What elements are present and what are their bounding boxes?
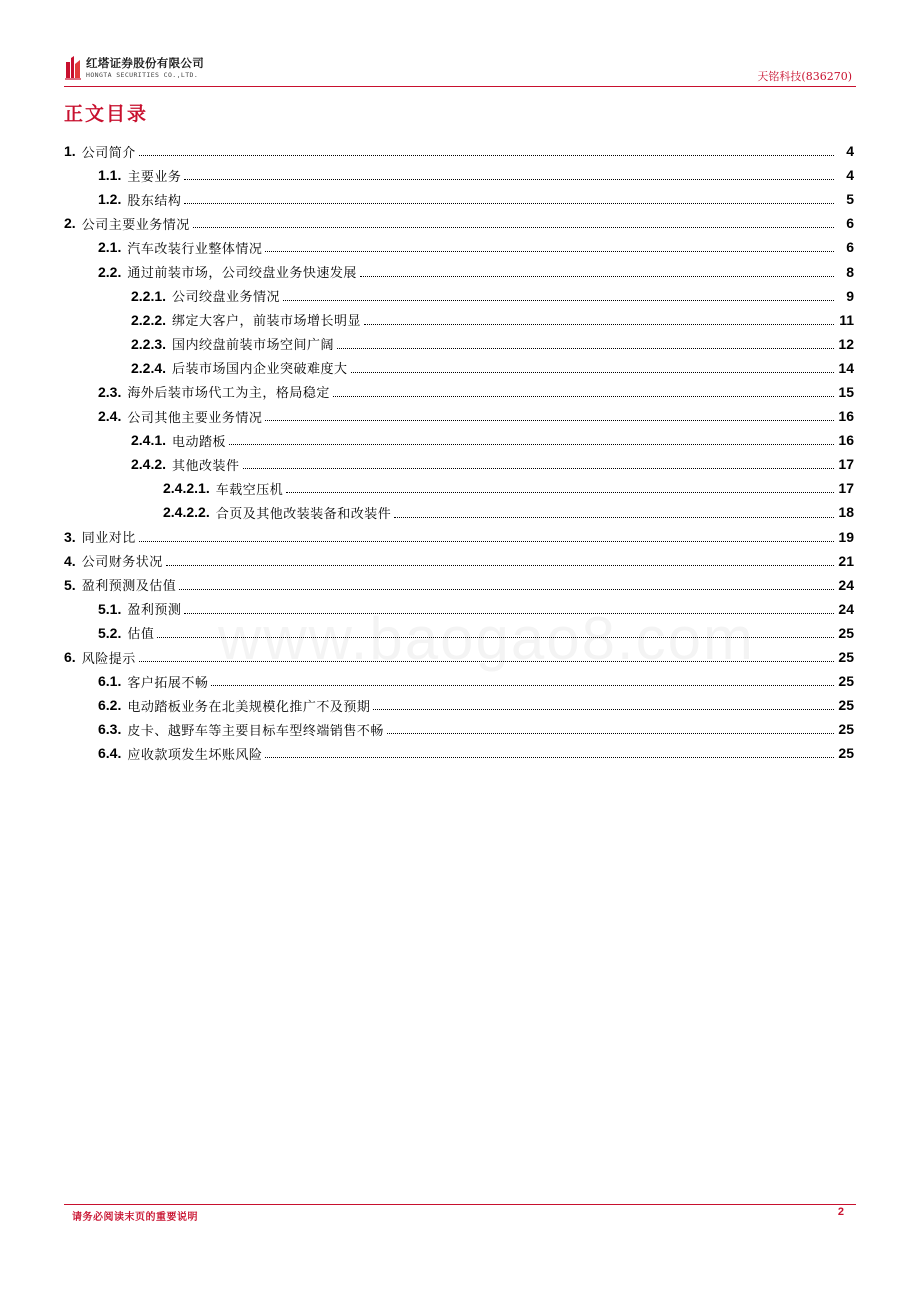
toc-leader-dots [211,684,834,686]
toc-entry-number: 2.3. [98,383,122,400]
toc-entry-number: 5.2. [98,624,122,641]
toc-entry-page: 25 [838,649,854,666]
toc-entry-page: 18 [838,504,854,521]
toc-entry-page: 25 [838,624,854,641]
footer-note: 请务必阅读末页的重要说明 [72,1212,198,1223]
hongta-logo-icon [64,54,82,80]
toc-entry-number: 2.2.3. [131,335,167,352]
toc-entry[interactable] [64,308,854,332]
toc-entry-title: 风险提示 [81,651,136,667]
toc-entry-page: 19 [838,528,854,545]
toc-entry-title: 皮卡、越野车等主要目标车型终端销售不畅 [127,723,384,739]
toc-entry-page: 14 [838,359,854,376]
toc-entry-title: 同业对比 [81,531,136,547]
toc-entry-page: 12 [838,335,854,352]
toc-entry-title: 后装市场国内企业突破难度大 [172,362,348,378]
page-number: 2 [837,1206,844,1218]
toc-entry-number: 6.4. [98,745,122,762]
toc-entry-title: 公司绞盘业务情况 [172,290,281,306]
toc-entry-title: 合页及其他改装装备和改装件 [215,506,392,522]
toc-entry-page: 24 [838,600,854,617]
toc-entry-number: 2.4.2.1. [163,480,210,497]
toc-entry[interactable] [64,573,854,597]
toc-entry-title: 估值 [127,627,155,643]
toc-leader-dots [394,516,834,518]
toc-leader-dots [139,660,834,662]
toc-entry[interactable] [64,235,854,259]
toc-entry-number: 6. [64,649,76,666]
toc-entry-title: 通过前装市场，公司绞盘业务快速发展 [127,266,357,282]
toc-entry-number: 2.2.4. [131,359,167,376]
toc-entry-page: 8 [846,263,854,280]
toc-entry-number: 2.4.2. [131,456,167,473]
toc-entry-page: 9 [846,287,854,304]
toc-entry-page: 6 [846,215,854,232]
toc-entry-title: 汽车改装行业整体情况 [127,241,263,257]
toc-entry[interactable] [64,645,854,669]
toc-leader-dots [337,347,834,349]
toc-entry[interactable] [64,163,854,187]
toc-leader-dots [166,564,834,566]
toc-entry[interactable] [64,549,854,573]
toc-entry-title: 国内绞盘前装市场空间广阔 [172,338,335,354]
toc-entry[interactable] [64,139,854,163]
toc-entry-page: 25 [838,721,854,738]
toc-leader-dots [351,371,834,373]
toc-entry-title: 公司主要业务情况 [81,217,190,233]
toc-entry[interactable] [64,284,854,308]
toc-entry[interactable] [64,452,854,476]
toc-entry-number: 5. [64,576,76,593]
toc-leader-dots [265,756,834,758]
toc-entry-title: 海外后装市场代工为主，格局稳定 [127,386,330,402]
toc-entry-title: 股东结构 [127,193,182,209]
toc-leader-dots [193,226,834,228]
toc-leader-dots [283,299,834,301]
toc-entry[interactable] [64,356,854,380]
toc-entry-number: 3. [64,528,76,545]
toc-entry[interactable] [64,259,854,283]
toc-entry[interactable] [64,621,854,645]
toc-leader-dots [286,491,834,493]
toc-entry-number: 6.1. [98,673,122,690]
toc-entry[interactable] [64,187,854,211]
toc-entry[interactable] [64,741,854,765]
header-divider [64,86,856,87]
toc-leader-dots [243,467,834,469]
toc-entry-number: 2.4.2.2. [163,504,210,521]
toc-entry[interactable] [64,717,854,741]
page-title: 正文目录 [64,103,149,125]
toc-entry-page: 15 [838,383,854,400]
toc-entry[interactable] [64,476,854,500]
company-logo [64,52,204,84]
toc-leader-dots [139,540,834,542]
toc-entry-number: 2. [64,215,76,232]
toc-entry-title: 车载空压机 [215,482,284,498]
toc-entry-page: 11 [839,311,854,328]
toc-leader-dots [387,732,834,734]
toc-entry-number: 5.1. [98,600,122,617]
toc-entry-number: 2.1. [98,239,122,256]
toc-leader-dots [157,636,834,638]
toc-entry-title: 公司简介 [81,145,136,161]
toc-entry-title: 盈利预测及估值 [81,579,177,595]
toc-entry-title: 电动踏板业务在北美规模化推广不及预期 [127,699,371,715]
toc-leader-dots [360,275,834,277]
toc-entry-title: 公司其他主要业务情况 [127,410,263,426]
toc-entry-page: 25 [838,745,854,762]
toc-leader-dots [265,250,834,252]
toc-leader-dots [184,178,834,180]
company-name-cn: 红塔证券股份有限公司 [86,56,204,70]
toc-entry-page: 16 [838,432,854,449]
toc-entry-page: 17 [838,480,854,497]
toc-entry-title: 公司财务状况 [81,555,163,571]
toc-entry-page: 21 [838,552,854,569]
toc-entry-number: 1.2. [98,191,122,208]
toc-entry[interactable] [64,693,854,717]
toc-entry-page: 4 [846,167,854,184]
toc-entry-title: 应收款项发生坏账风险 [127,747,263,763]
stock-label: 天铭科技(836270) [757,70,852,83]
toc-entry-title: 盈利预测 [127,603,182,619]
toc-entry[interactable] [64,525,854,549]
toc-leader-dots [364,323,834,325]
toc-entry-page: 6 [846,239,854,256]
toc-entry-title: 绑定大客户，前装市场增长明显 [172,314,362,330]
toc-leader-dots [229,443,834,445]
toc-leader-dots [373,708,834,710]
toc-entry[interactable] [64,332,854,356]
company-name-en: HONGTA SECURITIES CO.,LTD. [86,70,199,79]
toc-leader-dots [139,154,834,156]
toc-entry[interactable] [64,597,854,621]
toc-entry-page: 25 [838,697,854,714]
footer-divider [64,1204,856,1205]
toc-entry-page: 16 [838,408,854,425]
toc-entry-title: 电动踏板 [172,434,227,450]
toc-entry-number: 4. [64,552,76,569]
toc-leader-dots [333,395,834,397]
toc-entry-number: 2.2.2. [131,311,167,328]
toc-entry[interactable] [64,428,854,452]
toc-entry[interactable] [64,500,854,524]
toc-entry[interactable] [64,380,854,404]
toc-entry-page: 24 [838,576,854,593]
toc-entry-page: 5 [846,191,854,208]
toc-entry[interactable] [64,404,854,428]
toc-entry-page: 4 [846,143,854,160]
toc-leader-dots [184,612,834,614]
toc-entry-number: 1.1. [98,167,122,184]
table-of-contents [64,139,854,765]
toc-entry-number: 2.2. [98,263,122,280]
toc-entry-number: 2.4.1. [131,432,167,449]
toc-entry-number: 2.2.1. [131,287,167,304]
toc-entry-title: 其他改装件 [172,458,240,474]
toc-entry-number: 6.2. [98,697,122,714]
toc-leader-dots [179,588,834,590]
page-header [64,52,856,86]
toc-entry-number: 6.3. [98,721,122,738]
toc-entry-number: 1. [64,143,76,160]
toc-entry[interactable] [64,669,854,693]
toc-entry-page: 17 [838,456,854,473]
toc-entry-page: 25 [838,673,854,690]
toc-entry-title: 客户拓展不畅 [127,675,209,691]
toc-entry-number: 2.4. [98,408,122,425]
toc-leader-dots [184,202,834,204]
toc-leader-dots [265,419,834,421]
toc-entry[interactable] [64,211,854,235]
toc-entry-title: 主要业务 [127,169,182,185]
